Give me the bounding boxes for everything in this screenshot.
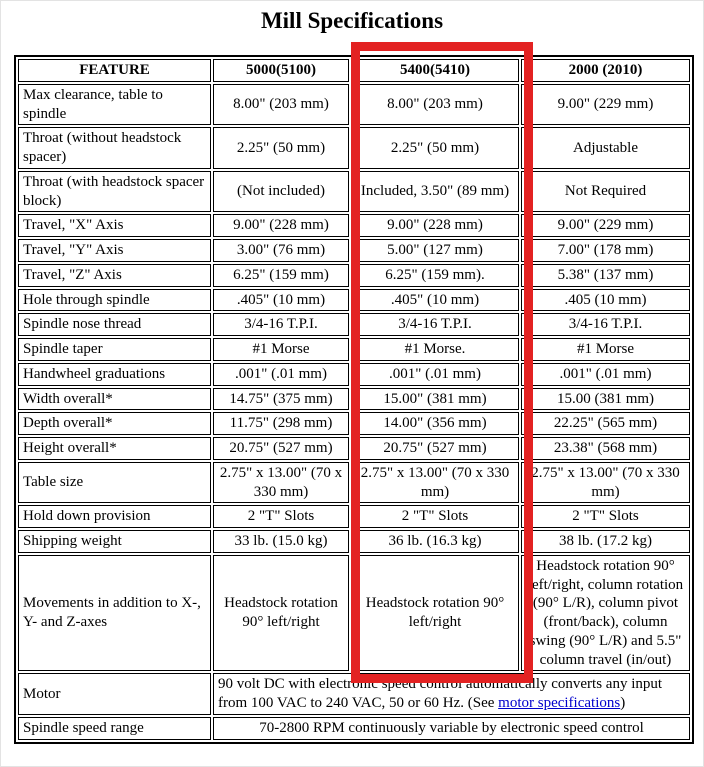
table-row <box>18 437 690 460</box>
value-cell: .001" (.01 mm) <box>521 363 690 386</box>
value-cell: 2.25" (50 mm) <box>351 127 519 169</box>
value-cell: 5.00" (127 mm) <box>351 239 519 262</box>
feature-cell: Hole through spindle <box>18 289 211 312</box>
table-row <box>18 462 690 504</box>
value-cell: .405" (10 mm) <box>213 289 349 312</box>
value-cell: 3/4-16 T.P.I. <box>521 313 690 336</box>
value-cell: Headstock rotation 90° left/right <box>213 555 349 672</box>
value-cell: 20.75" (527 mm) <box>213 437 349 460</box>
value-cell: #1 Morse. <box>351 338 519 361</box>
value-cell: 22.25" (565 mm) <box>521 412 690 435</box>
table-row-motor <box>18 673 690 715</box>
table-row <box>18 338 690 361</box>
feature-cell: Height overall* <box>18 437 211 460</box>
value-cell: 3/4-16 T.P.I. <box>213 313 349 336</box>
feature-cell: Table size <box>18 462 211 504</box>
value-cell: 3/4-16 T.P.I. <box>351 313 519 336</box>
feature-cell: Throat (without headstock spacer) <box>18 127 211 169</box>
table-row <box>18 239 690 262</box>
feature-cell: Max clearance, table to spindle <box>18 84 211 126</box>
value-cell: 11.75" (298 mm) <box>213 412 349 435</box>
value-cell: 2 "T" Slots <box>351 505 519 528</box>
value-cell: 2.75" x 13.00" (70 x 330 mm) <box>351 462 519 504</box>
value-cell: 20.75" (527 mm) <box>351 437 519 460</box>
value-cell: 15.00" (381 mm) <box>351 388 519 411</box>
value-cell: 38 lb. (17.2 kg) <box>521 530 690 553</box>
feature-cell: Throat (with headstock spacer block) <box>18 171 211 213</box>
value-cell: .001" (.01 mm) <box>213 363 349 386</box>
value-cell: 2.75" x 13.00" (70 x 330 mm) <box>521 462 690 504</box>
motor-specifications-link[interactable]: motor specifications <box>498 695 621 711</box>
header-model-5000: 5000(5100) <box>213 59 349 82</box>
table-row <box>18 289 690 312</box>
table-row <box>18 363 690 386</box>
value-cell: #1 Morse <box>521 338 690 361</box>
header-model-5400: 5400(5410) <box>351 59 519 82</box>
value-cell: 9.00" (229 mm) <box>521 214 690 237</box>
table-row <box>18 530 690 553</box>
value-cell: 23.38" (568 mm) <box>521 437 690 460</box>
value-cell: 2.75" x 13.00" (70 x 330 mm) <box>213 462 349 504</box>
value-cell: 3.00" (76 mm) <box>213 239 349 262</box>
feature-cell: Depth overall* <box>18 412 211 435</box>
value-cell: .001" (.01 mm) <box>351 363 519 386</box>
feature-cell: Movements in addition to X-, Y- and Z-axes <box>18 555 211 672</box>
value-cell: 2.25" (50 mm) <box>213 127 349 169</box>
feature-cell: Width overall* <box>18 388 211 411</box>
feature-cell: Handwheel graduations <box>18 363 211 386</box>
value-cell: #1 Morse <box>213 338 349 361</box>
header-model-2000: 2000 (2010) <box>521 59 690 82</box>
table-row <box>18 127 690 169</box>
value-cell: Headstock rotation 90° left/right <box>351 555 519 672</box>
table-row <box>18 214 690 237</box>
value-cell: 14.00" (356 mm) <box>351 412 519 435</box>
value-cell: (Not included) <box>213 171 349 213</box>
value-cell: 36 lb. (16.3 kg) <box>351 530 519 553</box>
value-cell: 9.00" (229 mm) <box>521 84 690 126</box>
speed-value-cell: 70-2800 RPM continuously variable by electronic speed control <box>213 717 690 740</box>
table-row <box>18 313 690 336</box>
table-row <box>18 412 690 435</box>
feature-cell: Spindle nose thread <box>18 313 211 336</box>
value-cell: 6.25" (159 mm) <box>213 264 349 287</box>
specifications-table <box>14 55 694 744</box>
value-cell: Adjustable <box>521 127 690 169</box>
feature-cell: Hold down provision <box>18 505 211 528</box>
value-cell: 9.00" (228 mm) <box>213 214 349 237</box>
value-cell: 9.00" (228 mm) <box>351 214 519 237</box>
value-cell: 15.00 (381 mm) <box>521 388 690 411</box>
table-header-row <box>18 59 690 82</box>
value-cell: 8.00" (203 mm) <box>213 84 349 126</box>
feature-cell: Spindle taper <box>18 338 211 361</box>
feature-cell: Shipping weight <box>18 530 211 553</box>
table-row-speed <box>18 717 690 740</box>
value-cell: Not Required <box>521 171 690 213</box>
feature-cell: Motor <box>18 673 211 715</box>
value-cell: Headstock rotation 90° left/right, column rotation (90° L/R), column pivot (front/back), column swing (90° L/R) and 5.5" column travel (in/out) <box>521 555 690 672</box>
value-cell: 14.75" (375 mm) <box>213 388 349 411</box>
value-cell: .405 (10 mm) <box>521 289 690 312</box>
table-row-movements <box>18 555 690 672</box>
table-row <box>18 388 690 411</box>
motor-text-after: ) <box>620 695 626 711</box>
value-cell: 33 lb. (15.0 kg) <box>213 530 349 553</box>
value-cell: 2 "T" Slots <box>521 505 690 528</box>
value-cell: 7.00" (178 mm) <box>521 239 690 262</box>
feature-cell: Travel, "X" Axis <box>18 214 211 237</box>
page-title: Mill Specifications <box>260 8 444 33</box>
value-cell: 6.25" (159 mm). <box>351 264 519 287</box>
value-cell: .405" (10 mm) <box>351 289 519 312</box>
feature-cell: Spindle speed range <box>18 717 211 740</box>
motor-value-cell <box>213 673 690 715</box>
value-cell: 2 "T" Slots <box>213 505 349 528</box>
table-row <box>18 505 690 528</box>
table-row <box>18 84 690 126</box>
value-cell: 5.38" (137 mm) <box>521 264 690 287</box>
table-row <box>18 264 690 287</box>
table-row <box>18 171 690 213</box>
feature-cell: Travel, "Y" Axis <box>18 239 211 262</box>
value-cell: Included, 3.50" (89 mm) <box>351 171 519 213</box>
feature-cell: Travel, "Z" Axis <box>18 264 211 287</box>
value-cell: 8.00" (203 mm) <box>351 84 519 126</box>
motor-text-before: 90 volt DC with electronic speed control automatically converts any input from 100 VAC to 240 VAC, 50 or 60 Hz. (See <box>218 676 663 711</box>
header-feature: FEATURE <box>18 59 211 82</box>
